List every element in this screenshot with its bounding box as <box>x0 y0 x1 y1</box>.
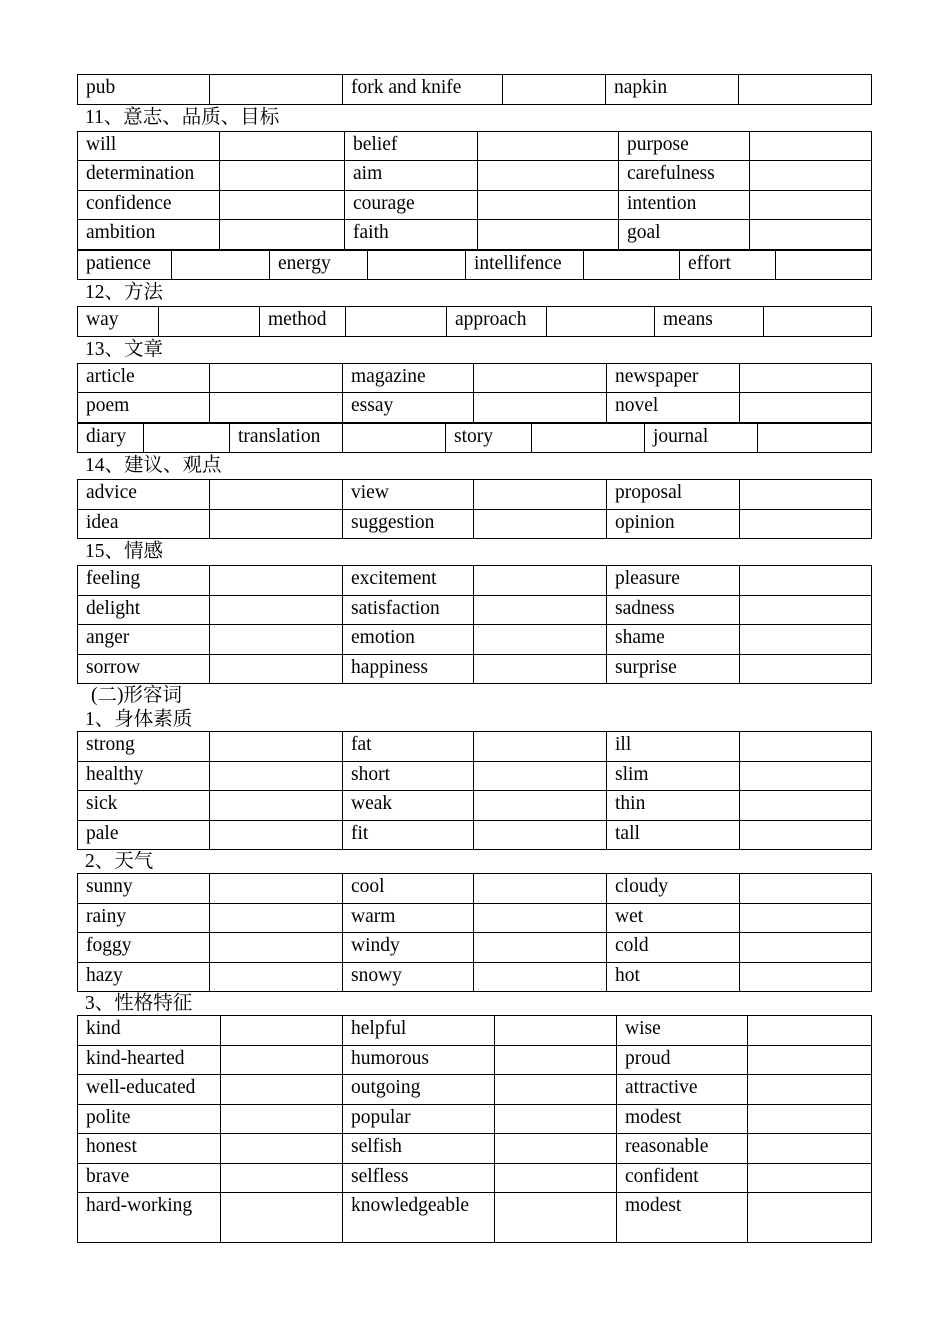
table-row <box>78 732 872 762</box>
blank-cell[interactable] <box>221 1163 343 1193</box>
blank-cell[interactable] <box>210 566 343 596</box>
table-section-14 <box>77 479 872 539</box>
word-cell: goal <box>619 220 750 250</box>
blank-cell[interactable] <box>474 732 607 762</box>
table-row <box>78 220 872 250</box>
word-cell: will <box>78 131 220 161</box>
blank-cell[interactable] <box>343 423 446 453</box>
blank-cell[interactable] <box>750 190 872 220</box>
table-section-11-row5 <box>77 250 872 281</box>
word-cell: hot <box>607 962 740 992</box>
word-cell: hazy <box>78 962 210 992</box>
blank-cell[interactable] <box>740 933 872 963</box>
word-cell: magazine <box>343 363 474 393</box>
word-cell: sunny <box>78 874 210 904</box>
word-cell: opinion <box>607 509 740 539</box>
table-row <box>78 75 872 105</box>
blank-cell[interactable] <box>495 1045 617 1075</box>
word-cell: advice <box>78 480 210 510</box>
table-row <box>78 131 872 161</box>
word-cell: foggy <box>78 933 210 963</box>
blank-cell[interactable] <box>740 791 872 821</box>
blank-cell[interactable] <box>740 874 872 904</box>
word-cell: fat <box>343 732 474 762</box>
blank-cell[interactable] <box>495 1134 617 1164</box>
blank-cell[interactable] <box>740 654 872 684</box>
table-row <box>78 595 872 625</box>
word-cell: purpose <box>619 131 750 161</box>
word-cell: emotion <box>343 625 474 655</box>
section-heading-15: 15、情感 <box>85 541 164 562</box>
blank-cell[interactable] <box>495 1016 617 1046</box>
word-cell: determination <box>78 161 220 191</box>
table-section-12 <box>77 306 872 337</box>
blank-cell[interactable] <box>210 791 343 821</box>
blank-cell[interactable] <box>740 903 872 933</box>
table-row <box>78 363 872 393</box>
blank-cell[interactable] <box>210 595 343 625</box>
blank-cell[interactable] <box>478 190 619 220</box>
word-cell: intellifence <box>466 250 584 280</box>
blank-cell[interactable] <box>172 250 270 280</box>
table-row <box>78 625 872 655</box>
word-cell: rainy <box>78 903 210 933</box>
word-cell: carefulness <box>619 161 750 191</box>
blank-cell[interactable] <box>478 161 619 191</box>
word-cell: helpful <box>343 1016 495 1046</box>
word-cell: journal <box>645 423 758 453</box>
blank-cell[interactable] <box>210 962 343 992</box>
blank-cell[interactable] <box>739 75 872 105</box>
blank-cell[interactable] <box>748 1134 872 1164</box>
blank-cell[interactable] <box>776 250 872 280</box>
blank-cell[interactable] <box>474 933 607 963</box>
blank-cell[interactable] <box>758 423 872 453</box>
table-row <box>78 307 872 337</box>
table-adj-1 <box>77 731 872 850</box>
word-cell: sorrow <box>78 654 210 684</box>
word-cell: approach <box>447 307 547 337</box>
blank-cell[interactable] <box>584 250 680 280</box>
blank-cell[interactable] <box>220 131 345 161</box>
blank-cell[interactable] <box>346 307 447 337</box>
table-row <box>78 1163 872 1193</box>
word-cell: weak <box>343 791 474 821</box>
word-cell: tall <box>607 820 740 850</box>
blank-cell[interactable] <box>750 131 872 161</box>
word-cell: sadness <box>607 595 740 625</box>
blank-cell[interactable] <box>740 962 872 992</box>
blank-cell[interactable] <box>159 307 260 337</box>
blank-cell[interactable] <box>210 933 343 963</box>
word-cell: thin <box>607 791 740 821</box>
word-cell: fork and knife <box>343 75 503 105</box>
blank-cell[interactable] <box>748 1075 872 1105</box>
word-cell: newspaper <box>607 363 740 393</box>
word-cell: fit <box>343 820 474 850</box>
table-row <box>78 903 872 933</box>
blank-cell[interactable] <box>368 250 466 280</box>
word-cell: windy <box>343 933 474 963</box>
table-adj-3 <box>77 1015 872 1243</box>
word-cell: modest <box>617 1104 748 1134</box>
blank-cell[interactable] <box>740 625 872 655</box>
word-cell: shame <box>607 625 740 655</box>
blank-cell[interactable] <box>740 761 872 791</box>
word-cell: selfish <box>343 1134 495 1164</box>
blank-cell[interactable] <box>221 1045 343 1075</box>
blank-cell[interactable] <box>547 307 655 337</box>
blank-cell[interactable] <box>740 820 872 850</box>
blank-cell[interactable] <box>474 595 607 625</box>
word-cell: polite <box>78 1104 221 1134</box>
blank-cell[interactable] <box>474 625 607 655</box>
word-cell: short <box>343 761 474 791</box>
word-cell: sick <box>78 791 210 821</box>
word-cell: patience <box>78 250 172 280</box>
blank-cell[interactable] <box>740 393 872 423</box>
table-row <box>78 161 872 191</box>
word-cell: pleasure <box>607 566 740 596</box>
word-cell: delight <box>78 595 210 625</box>
word-cell: wise <box>617 1016 748 1046</box>
section-heading-adj-1: 1、身体素质 <box>85 709 193 730</box>
word-cell: view <box>343 480 474 510</box>
blank-cell[interactable] <box>474 566 607 596</box>
word-cell: essay <box>343 393 474 423</box>
word-cell: kind <box>78 1016 221 1046</box>
word-cell: humorous <box>343 1045 495 1075</box>
blank-cell[interactable] <box>474 962 607 992</box>
word-cell: effort <box>680 250 776 280</box>
blank-cell[interactable] <box>210 820 343 850</box>
blank-cell[interactable] <box>210 393 343 423</box>
word-cell: knowledgeable <box>343 1193 495 1243</box>
blank-cell[interactable] <box>748 1016 872 1046</box>
word-cell: idea <box>78 509 210 539</box>
table-row <box>78 566 872 596</box>
blank-cell[interactable] <box>144 423 230 453</box>
vocabulary-page <box>77 74 871 1243</box>
table-row <box>78 1075 872 1105</box>
word-cell: suggestion <box>343 509 474 539</box>
blank-cell[interactable] <box>474 480 607 510</box>
table-row <box>78 791 872 821</box>
blank-cell[interactable] <box>474 903 607 933</box>
word-cell: proposal <box>607 480 740 510</box>
blank-cell[interactable] <box>474 393 607 423</box>
blank-cell[interactable] <box>495 1163 617 1193</box>
word-cell: surprise <box>607 654 740 684</box>
word-cell: pub <box>78 75 210 105</box>
word-cell: ambition <box>78 220 220 250</box>
blank-cell[interactable] <box>474 509 607 539</box>
word-cell: brave <box>78 1163 221 1193</box>
word-cell: courage <box>345 190 478 220</box>
table-row <box>78 820 872 850</box>
word-cell: novel <box>607 393 740 423</box>
word-cell: satisfaction <box>343 595 474 625</box>
word-cell: kind-hearted <box>78 1045 221 1075</box>
blank-cell[interactable] <box>748 1045 872 1075</box>
table-row <box>78 393 872 423</box>
word-cell: article <box>78 363 210 393</box>
blank-cell[interactable] <box>740 732 872 762</box>
table-row <box>78 962 872 992</box>
word-cell: proud <box>617 1045 748 1075</box>
blank-cell[interactable] <box>748 1163 872 1193</box>
section-heading-adj-2: 2、天气 <box>85 851 154 872</box>
word-cell: outgoing <box>343 1075 495 1105</box>
word-cell: intention <box>619 190 750 220</box>
word-cell: confidence <box>78 190 220 220</box>
word-cell: feeling <box>78 566 210 596</box>
adjective-heading: (二)形容词 <box>91 685 182 706</box>
section-heading-14: 14、建议、观点 <box>85 455 222 476</box>
blank-cell[interactable] <box>748 1104 872 1134</box>
table-section-11 <box>77 131 872 250</box>
section-heading-12: 12、方法 <box>85 282 164 303</box>
word-cell: napkin <box>606 75 739 105</box>
table-row <box>78 423 872 453</box>
blank-cell[interactable] <box>474 654 607 684</box>
blank-cell[interactable] <box>220 161 345 191</box>
blank-cell[interactable] <box>210 509 343 539</box>
section-heading-11: 11、意志、品质、目标 <box>85 106 280 128</box>
word-cell: reasonable <box>617 1134 748 1164</box>
table-row <box>78 761 872 791</box>
blank-cell[interactable] <box>474 874 607 904</box>
table-row <box>78 654 872 684</box>
word-cell: method <box>260 307 346 337</box>
blank-cell[interactable] <box>474 791 607 821</box>
blank-cell[interactable] <box>210 75 343 105</box>
word-cell: ill <box>607 732 740 762</box>
table-row <box>78 480 872 510</box>
blank-cell[interactable] <box>210 874 343 904</box>
section-heading-adj-3: 3、性格特征 <box>85 993 193 1014</box>
blank-cell[interactable] <box>210 732 343 762</box>
word-cell: faith <box>345 220 478 250</box>
blank-cell[interactable] <box>210 625 343 655</box>
word-cell: means <box>655 307 764 337</box>
blank-cell[interactable] <box>210 761 343 791</box>
word-cell: cloudy <box>607 874 740 904</box>
word-cell: healthy <box>78 761 210 791</box>
blank-cell[interactable] <box>221 1104 343 1134</box>
table-adj-2 <box>77 873 872 992</box>
word-cell: pale <box>78 820 210 850</box>
word-cell: cool <box>343 874 474 904</box>
blank-cell[interactable] <box>221 1075 343 1105</box>
blank-cell[interactable] <box>220 220 345 250</box>
blank-cell[interactable] <box>221 1134 343 1164</box>
word-cell: translation <box>230 423 343 453</box>
word-cell: diary <box>78 423 144 453</box>
table-section-13-row3 <box>77 423 872 454</box>
word-cell: honest <box>78 1134 221 1164</box>
table-row <box>78 874 872 904</box>
word-cell: poem <box>78 393 210 423</box>
blank-cell[interactable] <box>740 566 872 596</box>
word-cell: snowy <box>343 962 474 992</box>
word-cell: attractive <box>617 1075 748 1105</box>
blank-cell[interactable] <box>210 903 343 933</box>
blank-cell[interactable] <box>495 1075 617 1105</box>
word-cell: well-educated <box>78 1075 221 1105</box>
blank-cell[interactable] <box>478 131 619 161</box>
blank-cell[interactable] <box>740 509 872 539</box>
word-cell: hard-working <box>78 1193 221 1243</box>
blank-cell[interactable] <box>503 75 606 105</box>
table-row <box>78 190 872 220</box>
word-cell: selfless <box>343 1163 495 1193</box>
word-cell: confident <box>617 1163 748 1193</box>
blank-cell[interactable] <box>495 1193 617 1243</box>
word-cell: warm <box>343 903 474 933</box>
word-cell: happiness <box>343 654 474 684</box>
blank-cell[interactable] <box>210 654 343 684</box>
blank-cell[interactable] <box>750 161 872 191</box>
word-cell: modest <box>617 1193 748 1243</box>
word-cell: wet <box>607 903 740 933</box>
blank-cell[interactable] <box>495 1104 617 1134</box>
table-row <box>78 509 872 539</box>
word-cell: excitement <box>343 566 474 596</box>
blank-cell[interactable] <box>210 363 343 393</box>
table-row <box>78 933 872 963</box>
blank-cell[interactable] <box>478 220 619 250</box>
table-section-10 <box>77 74 872 105</box>
table-section-15 <box>77 565 872 684</box>
blank-cell[interactable] <box>532 423 645 453</box>
table-row <box>78 1016 872 1046</box>
word-cell: cold <box>607 933 740 963</box>
blank-cell[interactable] <box>221 1016 343 1046</box>
word-cell: aim <box>345 161 478 191</box>
word-cell: way <box>78 307 159 337</box>
blank-cell[interactable] <box>748 1193 872 1243</box>
word-cell: slim <box>607 761 740 791</box>
blank-cell[interactable] <box>221 1193 343 1243</box>
blank-cell[interactable] <box>740 595 872 625</box>
table-row <box>78 1134 872 1164</box>
word-cell: strong <box>78 732 210 762</box>
table-section-13 <box>77 363 872 423</box>
blank-cell[interactable] <box>474 363 607 393</box>
blank-cell[interactable] <box>764 307 872 337</box>
table-row <box>78 250 872 280</box>
blank-cell[interactable] <box>740 480 872 510</box>
table-row <box>78 1104 872 1134</box>
section-heading-13: 13、文章 <box>85 338 164 360</box>
blank-cell[interactable] <box>474 820 607 850</box>
blank-cell[interactable] <box>210 480 343 510</box>
word-cell: energy <box>270 250 368 280</box>
blank-cell[interactable] <box>474 761 607 791</box>
word-cell: belief <box>345 131 478 161</box>
word-cell: story <box>446 423 532 453</box>
table-row <box>78 1045 872 1075</box>
blank-cell[interactable] <box>750 220 872 250</box>
word-cell: anger <box>78 625 210 655</box>
blank-cell[interactable] <box>220 190 345 220</box>
blank-cell[interactable] <box>740 363 872 393</box>
table-row <box>78 1193 872 1243</box>
word-cell: popular <box>343 1104 495 1134</box>
